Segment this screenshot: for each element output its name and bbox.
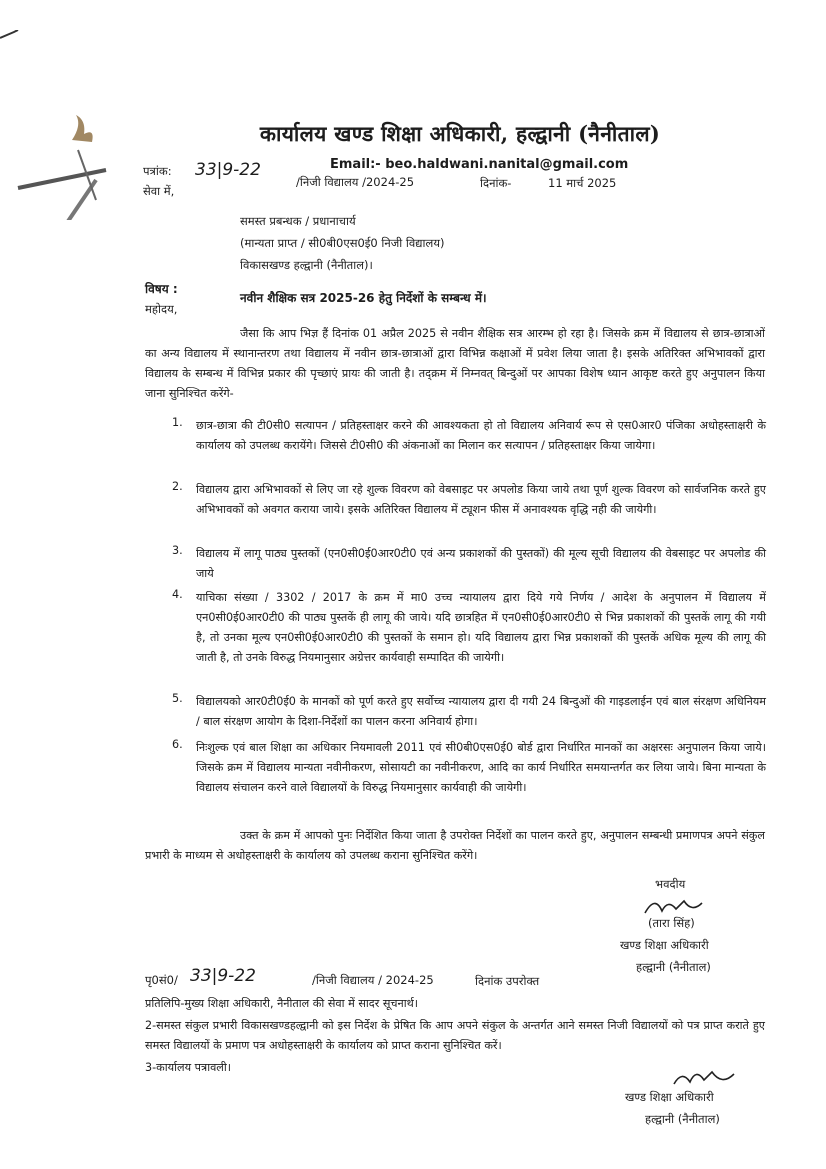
copy-list-item: 3-कार्यालय पत्रावली। [145,1061,232,1074]
closing-paragraph: उक्त के क्रम में आपको पुनः निर्देशित किया जाता है उपरोक्त निर्देशों का पालन करते हुए, अनुपालन सम्बन्धी प्रमाणपत्र अपने संकुल प्रभारी के माध्यम से अधोहस्ताक्षरी के कार्यालय को उपलब्ध कराना सुनिश्चित करेंगे। [145,829,765,862]
addressee-line: समस्त प्रबन्धक / प्रधानाचार्य [240,214,356,228]
point-number: 4. [172,588,183,601]
copy-signatory-designation: खण्ड शिक्षा अधिकारी [625,1090,714,1104]
signatory-name: (तारा सिंह) [648,916,695,930]
letter-date: 11 मार्च 2025 [548,176,617,190]
subject-text: नवीन शैक्षिक सत्र 2025-26 हेतु निर्देशों के सम्बन्ध में। [240,291,487,305]
copy-ref-date: दिनांक उपरोक्त [475,974,540,988]
office-title: कार्यालय खण्ड शिक्षा अधिकारी, हल्द्वानी (नैनीताल) [259,121,661,146]
point-number: 6. [172,738,183,751]
patrank-number: 33|9-22 [195,160,261,180]
signatory-place: हल्द्वानी (नैनीताल) [636,960,711,974]
copy-list-item: 2-समस्त संकुल प्रभारी विकासखण्डहल्द्वानी को इस निर्देश के प्रेषित कि आप अपने संकुल के अन्तर्गत आने समस्त निजी विद्यालयों को पत्र प्राप्त कराते हुए समस्त विद्यालयों के प्रमाण पत्र अधोहस्ताक्षरी के कार्यालय को प्राप्त कराना सुनिश्चित करें। [145,1019,765,1052]
point-number: 2. [172,480,183,493]
point-text: याचिका संख्या / 3302 / 2017 के क्रम में मा0 उच्च न्यायालय द्वारा दिये गये निर्णय / आदेश के अनुपालन में विद्यालय में एन0सी0ई0आर0टी0 की पाठ्य पुस्तकें ही लागू की जाये। यदि छात्रहित में एन0सी0ई0आर0टी0 से भिन्न प्रकाशकों की पुस्तकें लागू की गयी है, तो उनका मूल्य एन0सी0ई0आर0टी0 की पुस्तकों के समान हो। यदि विद्यालय द्वारा भिन्न प्रकाशकों की पुस्तकें अधिक मूल्य की लागू की जाती है, तो उनके विरुद्ध नियमानुसार अग्रेत्तर कार्यवाही सम्पादित की जायेगी। [196,591,766,664]
copy-list-item: प्रतिलिपि-मुख्य शिक्षा अधिकारी, नैनीताल की सेवा में सादर सूचनार्थ। [145,997,419,1010]
copy-ref-number: 33|9-22 [190,966,256,986]
patrank-label: पत्रांक: [143,164,172,178]
point-number: 5. [172,692,183,705]
point-text: विद्यालयको आर0टी0ई0 के मानकों को पूर्ण करते हुए सर्वोच्च न्यायालय द्वारा दी गयी 24 बिन्दुओं की गाइडलाईन एवं बाल संरक्षण अधिनियम / बाल संरक्षण आयोग के दिशा-निर्देशों का पालन करना अनिवार्य होगा। [196,695,766,728]
point-text: छात्र-छात्रा की टी0सी0 सत्यापन / प्रतिहस्ताक्षर करने की आवश्यकता हो तो विद्यालय अनिवार्य रूप से एस0आर0 पंजिका अधोहस्ताक्षरी के कार्यालय को उपलब्ध करायेंगे। जिससे टी0सी0 की अंकनाओं का मिलान कर सत्यापन / प्रतिहस्ताक्षर किया जायेगा। [196,419,766,452]
point-number: 3. [172,544,183,557]
copy-ref-label: पृ0सं0/ [145,973,178,987]
bhavdiya-text: भवदीय [655,877,686,891]
copy-ref-text: /निजी विद्यालय / 2024-25 [312,973,434,987]
reference-text: /निजी विद्यालय /2024-25 [296,175,415,189]
seva-label: सेवा में, [143,184,175,198]
subject-label: विषय : [145,282,178,296]
copy-signatory-place: हल्द्वानी (नैनीताल) [645,1112,720,1126]
point-text: निःशुल्क एवं बाल शिक्षा का अधिकार नियमावली 2011 एवं सी0बी0एस0ई0 बोर्ड द्वारा निर्धारित मानकों का अक्षरसः अनुपालन किया जाये। जिसके क्रम में विद्यालय मान्यता नवीनीकरण, सोसायटी का नवीनीकरण, आदि का कार्य निर्धारित समयान्तर्गत कर लिया जाये। बिना मान्यता के विद्यालय संचालन करने वाले विद्यालयों के विरुद्ध नियमानुसार कार्यवाही की जायेगी। [196,741,766,794]
point-text: विद्यालय में लागू पाठ्य पुस्तकों (एन0सी0ई0आर0टी0 एवं अन्य प्रकाशकों की पुस्तकों) की मूल्य सूची विद्यालय की वेबसाइट पर अपलोड की जाये [196,547,766,580]
salutation: महोदय, [145,302,178,316]
point-text: विद्यालय द्वारा अभिभावकों से लिए जा रहे शुल्क विवरण को वेबसाइट पर अपलोड किया जाये तथा पूर्ण शुल्क विवरण को सार्वजनिक करते हुए अभिभावकों को अवगत कराया जाये। इसके अतिरिक्त विद्यालय में ट्यूशन फीस में अनावश्यक वृद्धि नही की जायेगी। [196,483,766,516]
point-number: 1. [172,416,183,429]
addressee-line: (मान्यता प्राप्त / सी0बी0एस0ई0 निजी विद्यालय) [240,236,445,250]
office-email: Email:- beo.haldwani.nanital@gmail.com [330,157,629,172]
addressee-line: विकासखण्ड हल्द्वानी (नैनीताल)। [240,258,373,272]
signatory-designation: खण्ड शिक्षा अधिकारी [620,938,709,952]
date-label: दिनांक- [480,176,512,190]
pin-icon [0,30,130,220]
intro-paragraph: जैसा कि आप भिज्ञ हैं दिनांक 01 अप्रैल 2025 से नवीन शैक्षिक सत्र आरम्भ हो रहा है। जिसके क्रम में विद्यालय से छात्र-छात्राओं का अन्य विद्यालय में स्थानान्तरण तथा विद्यालय में नवीन छात्र-छात्राओं द्वारा विभिन्न कक्षाओं में प्रवेश लिया जाता है। इसके अतिरिक्त अभिभावकों द्वारा विद्यालय के सम्बन्ध में विभिन्न प्रकार की पृच्छाएं प्रायः की जाती है। तद्क्रम में निम्नवत् बिन्दुओं पर आपका विशेष ध्यान आकृष्ट करते हुए अनुपालन किया जाना सुनिश्चित करेंगे- [145,327,765,400]
